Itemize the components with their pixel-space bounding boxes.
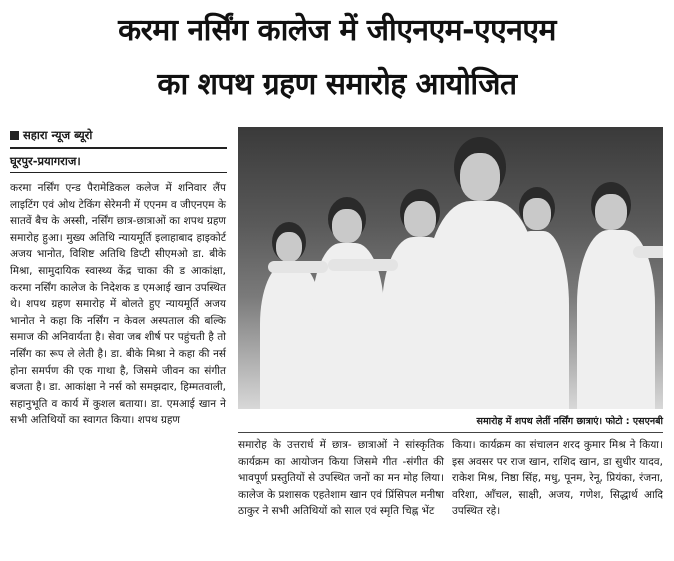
- caption-rule: [238, 432, 663, 433]
- student-figure: [573, 182, 658, 409]
- photo-caption: समारोह में शपथ लेतीं नर्सिंग छात्राएं। फोटो : एसएनबी: [476, 416, 663, 427]
- body-column-3: किया। कार्यक्रम का संचालन शरद कुमार मिश्र ने किया। इस अवसर पर राज खान, राशिद खान, डा सुधीर यादव, राकेश मिश्र, निष्ठा सिंह, मधु, पूनम, रेनू, प्रियंका, रंजना, वरिशा, आँचल, साक्षी, अजय, गणेश, सिद्धार्थ आदि उपस्थित रहे।: [452, 439, 663, 518]
- student-figure: [503, 187, 573, 409]
- dateline: घूरपुर-प्रयागराज।: [10, 154, 81, 168]
- square-bullet-icon: [10, 131, 19, 140]
- student-figure: [308, 197, 388, 409]
- byline-text: सहारा न्यूज ब्यूरो: [23, 128, 93, 142]
- byline: [10, 128, 92, 143]
- ceremony-photo: [238, 127, 663, 409]
- headline-line-2: का शपथ ग्रहण समारोह आयोजित: [157, 67, 517, 102]
- body-column-2: समारोह के उत्तरार्ध में छात्र- छात्राओं ने सांस्कृतिक कार्यक्रम का आयोजन किया जिसमे गीत -संगीत की भावपूर्ण प्रस्तुतियों से उपस्थित जनों का मन मोह लिया। कालेज के प्रशासक एहतेशाम खान एवं प्रिंसिपल मनीषा ठाकुर ने सभी अतिथियों को साल एवं स्मृति चिह्न भेंट: [238, 439, 444, 518]
- body-column-1: करमा नर्सिंग एन्ड पैरामेडिकल कलेज में शनिवार लैंप लाइटिंग एवं ओथ टेकिंग सेरेमनी में एएनम व जीएनएम के सातवें बैच के अस्सी, नर्सिंग छात्र-छात्राओं का शपथ ग्रहण समारोह हुआ। मुख्य अतिथि न्यायमूर्ति इलाहाबाद हाइकोर्ट अजय भानोत, विशिष्ट अतिथि डिप्टी सीएमओ डा. बीके मिश्रा, सामुदायिक स्वास्थ्य केंद्र चाका की ड आकांक्षा, करमा नर्सिंग कालेज के निदेशक ड एमआई खान उपस्थित थे। शपथ ग्रहण समारोह में बोलते हुए न्यायमूर्ति अजय भानोत ने कहा कि नर्सिंग न केवल अस्पताल की बल्कि समाज की अनिवार्यता है। सेवा जब शीर्ष पर पहुंचती है तो नर्सिंग का रूप ले लेती है। डा. बीके मिश्रा ने कहा की नर्स होना समर्पण की एक गाथा है, जिसमे जीवन का संगीत बजता है। डा. आकांक्षा ने नर्स को समझदार, हिम्मतवाली, सहानुभूति व कार्य में कुशल बताया। डा. एमआई खान ने सभी अतिथियों का स्वागत किया। शपथ ग्रहण: [10, 182, 226, 427]
- dateline-rule: [10, 172, 227, 173]
- headline-line-1: करमा नर्सिंग कालेज में जीएनएम-एएनएम: [118, 13, 556, 48]
- byline-rule: [10, 147, 227, 149]
- headline: [0, 4, 674, 112]
